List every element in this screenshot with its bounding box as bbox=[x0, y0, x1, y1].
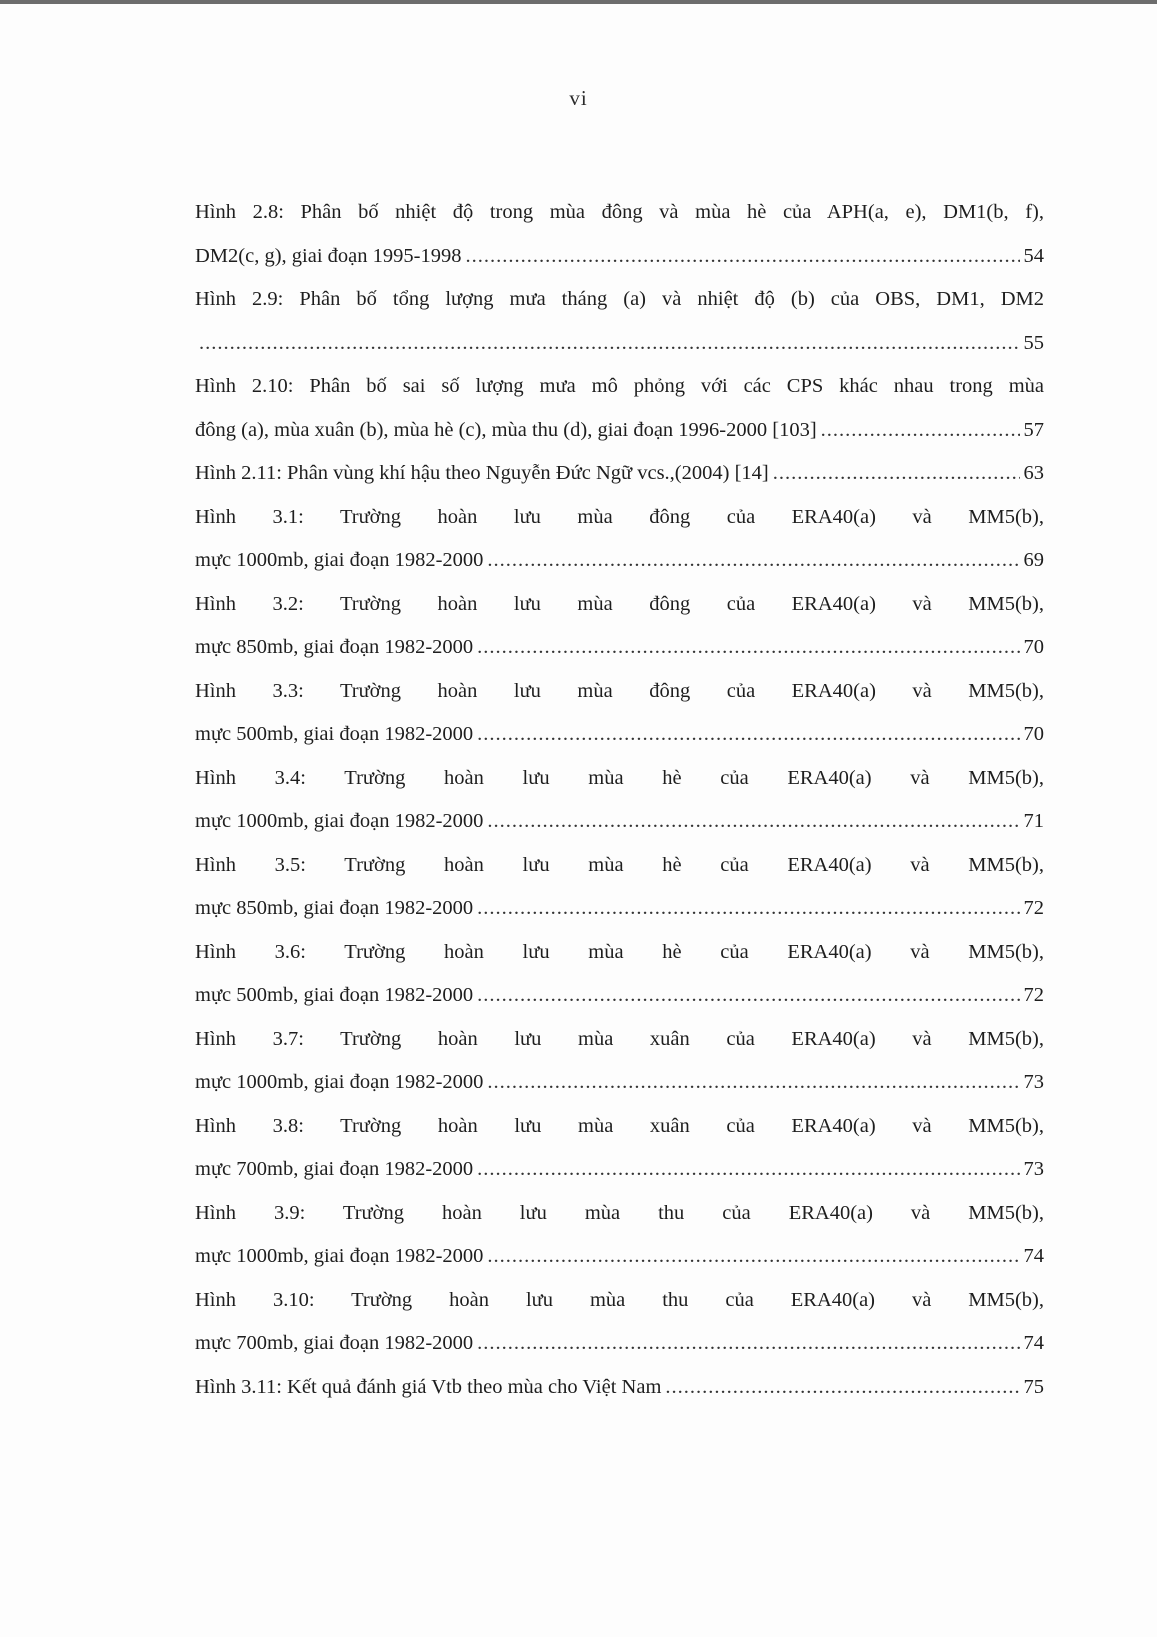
dot-leader bbox=[487, 1235, 1019, 1279]
figure-entry-caption-line: Hình 3.1: Trường hoàn lưu mùa đông của ERA40(a) và MM5(b), bbox=[195, 505, 1044, 528]
figure-entry-caption-line: Hình 3.3: Trường hoàn lưu mùa đông của ERA40(a) và MM5(b), bbox=[195, 679, 1044, 702]
figure-entry bbox=[195, 1192, 1044, 1279]
figure-entry-last-line bbox=[195, 1366, 1044, 1410]
figure-entry-caption-line: Hình 3.9: Trường hoàn lưu mùa thu của ERA40(a) và MM5(b), bbox=[195, 1201, 1044, 1224]
figure-entry-page-number: 57 bbox=[1023, 418, 1044, 441]
figure-entry-caption-text: mực 500mb, giai đoạn 1982-2000 bbox=[195, 984, 474, 1006]
figure-entry bbox=[195, 931, 1044, 1018]
figure-entry-last-line bbox=[195, 713, 1044, 757]
figure-entry bbox=[195, 452, 1044, 496]
figure-entry-page-number: 55 bbox=[1023, 331, 1044, 354]
figure-entry-page-number: 71 bbox=[1023, 810, 1044, 832]
dot-leader bbox=[477, 974, 1019, 1018]
dot-leader bbox=[477, 1322, 1019, 1366]
figure-entry-caption-line: Hình 2.8: Phân bố nhiệt độ trong mùa đông và mùa hè của APH(a, e), DM1(b, f), bbox=[195, 201, 1044, 223]
dot-leader bbox=[773, 452, 1020, 496]
dot-leader bbox=[487, 800, 1019, 844]
figure-entry-caption-line: Hình 2.10: Phân bố sai số lượng mưa mô phỏng với các CPS khác nhau trong mùa bbox=[195, 375, 1044, 397]
figure-entry-page-number: 70 bbox=[1023, 723, 1044, 745]
figure-entry-last-line bbox=[195, 626, 1044, 670]
figure-entry-page-number: 74 bbox=[1023, 1245, 1044, 1267]
dot-leader bbox=[487, 1061, 1019, 1105]
figure-entry bbox=[195, 278, 1044, 365]
figure-entry-page-number: 73 bbox=[1023, 1158, 1044, 1180]
figure-entry-last-line bbox=[195, 1061, 1044, 1105]
figure-entry-page-number: 54 bbox=[1023, 244, 1044, 267]
scan-top-edge bbox=[0, 0, 1157, 4]
figure-entry-caption-text: mực 500mb, giai đoạn 1982-2000 bbox=[195, 723, 474, 745]
figure-entry-caption-text: DM2(c, g), giai đoạn 1995-1998 bbox=[195, 244, 462, 267]
figure-entry bbox=[195, 1018, 1044, 1105]
dot-leader bbox=[477, 626, 1019, 670]
figure-entry-caption-line: Hình 3.10: Trường hoàn lưu mùa thu của ERA40(a) và MM5(b), bbox=[195, 1288, 1044, 1311]
figure-entry bbox=[195, 757, 1044, 844]
dot-leader bbox=[477, 1148, 1019, 1192]
figure-entry-caption-text: mực 1000mb, giai đoạn 1982-2000 bbox=[195, 810, 484, 832]
figure-entry bbox=[195, 844, 1044, 931]
figure-entry-caption-text: mực 1000mb, giai đoạn 1982-2000 bbox=[195, 1071, 484, 1093]
dot-leader bbox=[199, 322, 1020, 366]
figure-entry-caption-text: mực 850mb, giai đoạn 1982-2000 bbox=[195, 897, 474, 919]
dot-leader bbox=[477, 713, 1019, 757]
figure-entry-caption-text: đông (a), mùa xuân (b), mùa hè (c), mùa thu (d), giai đoạn 1996-2000 [103] bbox=[195, 418, 817, 441]
figure-entry-last-line bbox=[195, 1322, 1044, 1366]
dot-leader bbox=[665, 1366, 1019, 1410]
figure-entry-caption-line: Hình 3.4: Trường hoàn lưu mùa hè của ERA40(a) và MM5(b), bbox=[195, 766, 1044, 789]
figure-entry-last-line bbox=[195, 887, 1044, 931]
figure-entry-caption-line: Hình 3.6: Trường hoàn lưu mùa hè của ERA40(a) và MM5(b), bbox=[195, 940, 1044, 963]
dot-leader bbox=[477, 887, 1019, 931]
figure-entry-last-line bbox=[195, 1148, 1044, 1192]
figure-entry-last-line bbox=[195, 452, 1044, 496]
figure-entry-page-number: 70 bbox=[1023, 636, 1044, 658]
figure-entry-last-line bbox=[195, 974, 1044, 1018]
figure-entry bbox=[195, 1105, 1044, 1192]
figure-entry-caption-line: Hình 3.2: Trường hoàn lưu mùa đông của ERA40(a) và MM5(b), bbox=[195, 592, 1044, 615]
figure-entry-caption-line: Hình 2.9: Phân bố tổng lượng mưa tháng (a) và nhiệt độ (b) của OBS, DM1, DM2 bbox=[195, 288, 1044, 310]
list-of-figures bbox=[195, 191, 1044, 1409]
figure-entry-caption-line: Hình 3.8: Trường hoàn lưu mùa xuân của ERA40(a) và MM5(b), bbox=[195, 1114, 1044, 1137]
figure-entry-caption-text: mực 1000mb, giai đoạn 1982-2000 bbox=[195, 1245, 484, 1267]
figure-entry-last-line bbox=[195, 322, 1044, 366]
figure-entry bbox=[195, 496, 1044, 583]
figure-entry-last-line bbox=[195, 800, 1044, 844]
figure-entry-caption-text: mực 850mb, giai đoạn 1982-2000 bbox=[195, 636, 474, 658]
figure-entry-page-number: 73 bbox=[1023, 1071, 1044, 1093]
figure-entry-caption-line: Hình 3.5: Trường hoàn lưu mùa hè của ERA40(a) và MM5(b), bbox=[195, 853, 1044, 876]
figure-entry-page-number: 69 bbox=[1023, 549, 1044, 571]
page-number: vi bbox=[569, 86, 588, 110]
dot-leader bbox=[821, 409, 1020, 453]
dot-leader bbox=[465, 235, 1019, 279]
figure-entry-last-line bbox=[195, 409, 1044, 453]
figure-entry-page-number: 75 bbox=[1023, 1375, 1044, 1398]
figure-entry bbox=[195, 191, 1044, 278]
figure-entry-page-number: 74 bbox=[1023, 1332, 1044, 1354]
figure-entry-caption-text: mực 1000mb, giai đoạn 1982-2000 bbox=[195, 549, 484, 571]
figure-entry-last-line bbox=[195, 235, 1044, 279]
figure-entry-page-number: 63 bbox=[1023, 462, 1044, 484]
figure-entry-last-line bbox=[195, 539, 1044, 583]
figure-entry bbox=[195, 583, 1044, 670]
figure-entry bbox=[195, 1279, 1044, 1366]
figure-entry bbox=[195, 365, 1044, 452]
figure-entry-caption-text: Hình 2.11: Phân vùng khí hậu theo Nguyễn Đức Ngữ vcs.,(2004) [14] bbox=[195, 462, 769, 484]
figure-entry-caption-text: mực 700mb, giai đoạn 1982-2000 bbox=[195, 1332, 474, 1354]
figure-entry bbox=[195, 670, 1044, 757]
dot-leader bbox=[487, 539, 1019, 583]
figure-entry-caption-text: Hình 3.11: Kết quả đánh giá Vtb theo mùa cho Việt Nam bbox=[195, 1375, 662, 1398]
figure-entry-page-number: 72 bbox=[1023, 984, 1044, 1006]
figure-entry-caption-line: Hình 3.7: Trường hoàn lưu mùa xuân của ERA40(a) và MM5(b), bbox=[195, 1027, 1044, 1050]
figure-entry bbox=[195, 1366, 1044, 1410]
figure-entry-last-line bbox=[195, 1235, 1044, 1279]
figure-entry-page-number: 72 bbox=[1023, 897, 1044, 919]
figure-entry-caption-text: mực 700mb, giai đoạn 1982-2000 bbox=[195, 1158, 474, 1180]
